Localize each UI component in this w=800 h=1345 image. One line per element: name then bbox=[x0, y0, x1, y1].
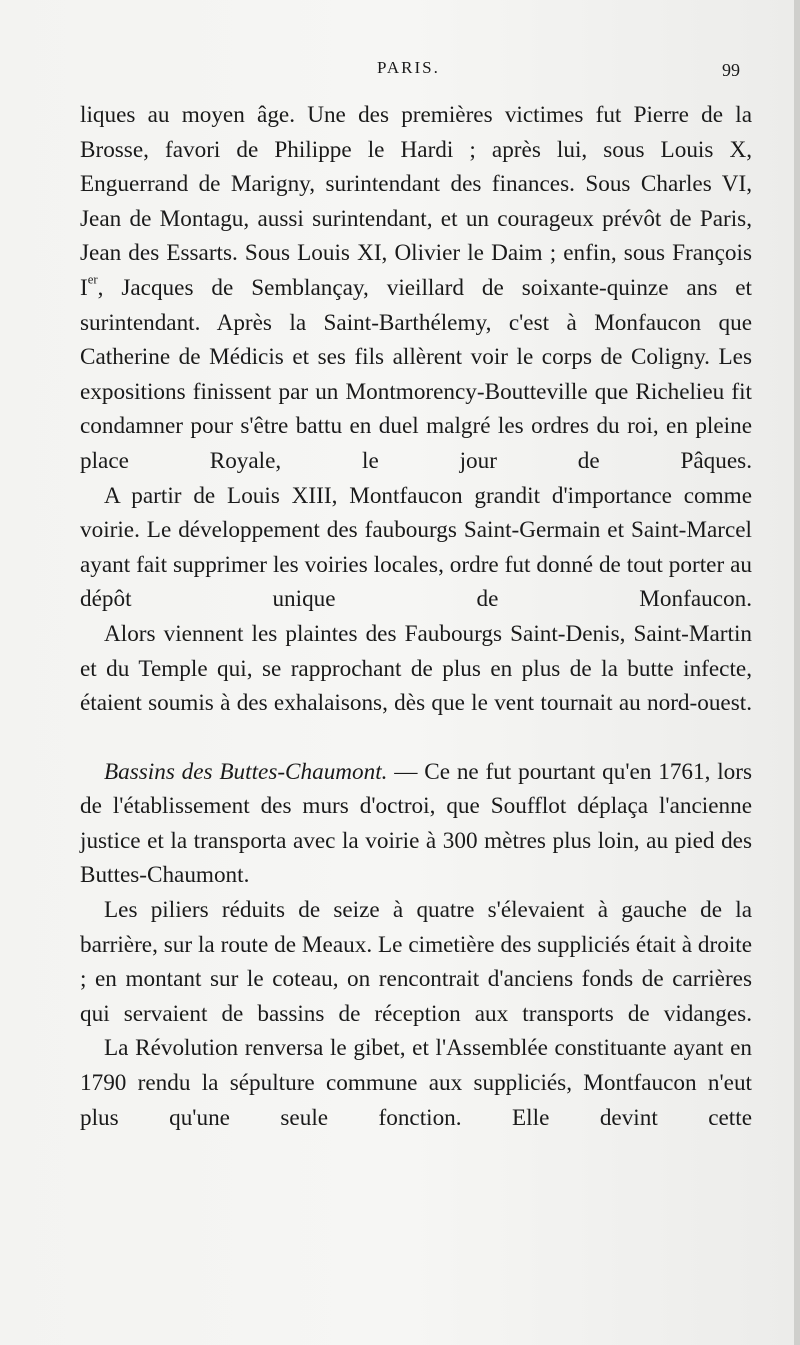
section-gap bbox=[80, 721, 752, 755]
page-header bbox=[0, 58, 800, 86]
paragraph bbox=[80, 755, 752, 893]
running-head: PARIS. bbox=[377, 58, 440, 77]
paragraph bbox=[80, 98, 752, 479]
paragraph-text: , Jacques de Semblançay, vieillard de soixante-quinze ans et surintendant. Après la Saint-Barthélemy, c'est à Monfaucon que Catherine de Médicis et ses fils allèrent voir le corps de Coligny. Les expositions finissent par un Montmorency-Boutteville que Richelieu fit condamner pour s'être battu en duel malgré les ordres du roi, en pleine place Royale, le jour de Pâques. bbox=[80, 274, 752, 474]
paragraph-text: — Ce ne fut pourtant qu'en 1761, lors de l'établissement des murs d'octroi, que Soufflot déplaça l'ancienne justice et la transporta avec la voirie à 300 mètres plus loin, au pied des Buttes-Chaumont. bbox=[80, 758, 752, 889]
superscript: er bbox=[87, 272, 98, 287]
page-number: 99 bbox=[722, 60, 740, 80]
body-text bbox=[80, 98, 752, 1135]
paragraph: Les piliers réduits de seize à quatre s'élevaient à gauche de la barrière, sur la route de Meaux. Le cimetière des suppliciés était à droite ; en montant sur le coteau, on rencontrait d'anciens fonds de carrières qui servaient de bassins de réception aux transports de vidanges. bbox=[80, 897, 752, 1027]
paragraph: La Révolution renversa le gibet, et l'Assemblée constituante ayant en 1790 rendu la sépulture commune aux suppliciés, Montfaucon n'eut plus qu'une seule fonction. Elle devint cette bbox=[80, 1035, 752, 1131]
paragraph: A partir de Louis XIII, Montfaucon grandit d'importance comme voirie. Le développement des faubourgs Saint-Germain et Saint-Marcel ayant fait supprimer les voiries locales, ordre fut donné de tout porter au dépôt unique de Monfaucon. bbox=[80, 482, 752, 613]
paragraph-text: liques au moyen âge. Une des premières victimes fut Pierre de la Brosse, favori de Philippe le Hardi ; après lui, sous Louis X, Enguerrand de Marigny, surintendant des finances. Sous Charles VI, Jean de Montagu, aussi surintendant, et un courageux prévôt de Paris, Jean des Essarts. Sous Louis XI, Olivier le Daim ; enfin, sous François I bbox=[80, 102, 752, 301]
section-title: Bassins des Buttes-Chaumont. bbox=[104, 758, 388, 785]
paragraph: Alors viennent les plaintes des Faubourgs Saint-Denis, Saint-Martin et du Temple qui, se rapprochant de plus en plus de la butte infecte, étaient soumis à des exhalaisons, dès que le vent tournait au nord-ouest. bbox=[80, 620, 752, 717]
